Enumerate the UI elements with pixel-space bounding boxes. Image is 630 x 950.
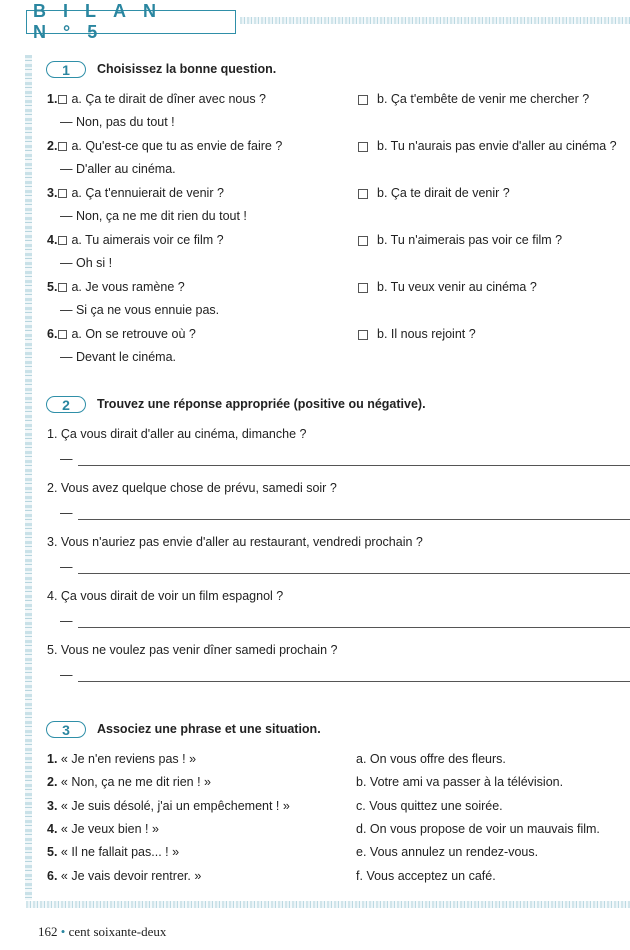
question-text: 3. Vous n'auriez pas envie d'aller au restaurant, vendredi prochain ? bbox=[47, 535, 423, 549]
answer-dash: — bbox=[60, 506, 73, 520]
phrase-number: 4. bbox=[47, 821, 58, 836]
option-a-checkbox[interactable] bbox=[58, 236, 67, 245]
question-text: 1. Ça vous dirait d'aller au cinéma, dimanche ? bbox=[47, 427, 307, 441]
answer-text: — Devant le cinéma. bbox=[60, 350, 177, 364]
situation-letter: c. bbox=[356, 798, 366, 813]
phrase-text: « Je veux bien ! » bbox=[60, 821, 159, 836]
page-title: BILAN N°5 bbox=[26, 10, 236, 34]
question-number: 4. bbox=[47, 233, 58, 247]
option-a-text: a. Ça t'ennuierait de venir ? bbox=[71, 186, 224, 200]
question-text: 5. Vous ne voulez pas venir dîner samedi prochain ? bbox=[47, 643, 338, 657]
question-row bbox=[47, 186, 224, 200]
question-text: 4. Ça vous dirait de voir un film espagnol ? bbox=[47, 589, 284, 603]
situation-item bbox=[356, 799, 503, 813]
answer-line[interactable] bbox=[78, 519, 630, 520]
phrase-text: « Je suis désolé, j'ai un empêchement ! » bbox=[60, 798, 290, 813]
section-3-title: Associez une phrase et une situation. bbox=[97, 722, 321, 736]
page-number-words: cent soixante-deux bbox=[68, 924, 167, 939]
situation-letter: e. bbox=[356, 845, 367, 860]
answer-line[interactable] bbox=[78, 681, 630, 682]
phrase-item bbox=[47, 845, 179, 859]
option-a-text: a. Ça te dirait de dîner avec nous ? bbox=[71, 92, 266, 106]
option-a-checkbox[interactable] bbox=[58, 283, 67, 292]
option-b-text: b. Tu n'aimerais pas voir ce film ? bbox=[377, 233, 563, 247]
situation-letter: f. bbox=[356, 868, 363, 883]
option-a-checkbox[interactable] bbox=[58, 95, 67, 104]
option-a-checkbox[interactable] bbox=[58, 330, 67, 339]
option-b-checkbox[interactable] bbox=[358, 283, 368, 293]
phrase-text: « Non, ça ne me dit rien ! » bbox=[60, 775, 212, 790]
section-1-title: Choisissez la bonne question. bbox=[97, 62, 277, 76]
option-b-text: b. Il nous rejoint ? bbox=[377, 327, 476, 341]
answer-text: — Si ça ne vous ennuie pas. bbox=[60, 303, 220, 317]
answer-text: — Non, pas du tout ! bbox=[60, 115, 175, 129]
page-number: 162 bbox=[38, 924, 58, 939]
situation-letter: a. bbox=[356, 752, 367, 766]
phrase-number: 3. bbox=[47, 798, 58, 813]
option-b-text: b. Tu veux venir au cinéma ? bbox=[377, 280, 537, 294]
answer-dash: — bbox=[60, 560, 73, 574]
answer-dash: — bbox=[60, 452, 73, 466]
answer-dash: — bbox=[60, 614, 73, 628]
answer-text: — D'aller au cinéma. bbox=[60, 162, 176, 176]
question-number: 5. bbox=[47, 280, 58, 294]
question-text: 2. Vous avez quelque chose de prévu, samedi soir ? bbox=[47, 481, 337, 495]
question-row bbox=[47, 92, 266, 106]
option-b-checkbox[interactable] bbox=[358, 330, 368, 340]
question-row bbox=[47, 327, 196, 341]
section-2-title: Trouvez une réponse appropriée (positive ou négative). bbox=[97, 397, 426, 411]
question-number: 2. bbox=[47, 139, 58, 153]
situation-letter: b. bbox=[356, 775, 367, 790]
phrase-number: 1. bbox=[47, 752, 58, 766]
phrase-number: 5. bbox=[47, 845, 58, 860]
question-number: 6. bbox=[47, 327, 58, 341]
option-a-checkbox[interactable] bbox=[58, 142, 67, 151]
option-b-checkbox[interactable] bbox=[358, 95, 368, 105]
option-a-text: a. Qu'est-ce que tu as envie de faire ? bbox=[71, 139, 283, 153]
phrase-text: « Je vais devoir rentrer. » bbox=[60, 868, 202, 883]
answer-line[interactable] bbox=[78, 465, 630, 466]
phrase-item bbox=[47, 869, 201, 883]
phrase-text: « Il ne fallait pas... ! » bbox=[60, 845, 180, 860]
question-row bbox=[47, 139, 282, 153]
phrase-item bbox=[47, 799, 290, 813]
option-b-checkbox[interactable] bbox=[358, 189, 368, 199]
option-a-text: a. Je vous ramène ? bbox=[71, 280, 185, 294]
situation-letter: d. bbox=[356, 821, 367, 836]
left-margin-stripe bbox=[25, 55, 32, 900]
answer-text: — Non, ça ne me dit rien du tout ! bbox=[60, 209, 247, 223]
section-3-badge: 3 bbox=[46, 721, 86, 738]
situation-text: On vous propose de voir un mauvais film. bbox=[369, 821, 600, 836]
option-b-checkbox[interactable] bbox=[358, 142, 368, 152]
phrase-number: 2. bbox=[47, 775, 58, 790]
situation-item bbox=[356, 752, 506, 766]
situation-text: Vous annulez un rendez-vous. bbox=[369, 845, 539, 860]
phrase-item bbox=[47, 752, 196, 766]
situation-item bbox=[356, 869, 496, 883]
situation-item bbox=[356, 775, 563, 789]
phrase-item bbox=[47, 775, 211, 789]
phrase-number: 6. bbox=[47, 868, 58, 883]
situation-item bbox=[356, 845, 538, 859]
question-number: 1. bbox=[47, 92, 58, 106]
answer-dash: — bbox=[60, 668, 73, 682]
answer-line[interactable] bbox=[78, 627, 630, 628]
option-b-text: b. Ça te dirait de venir ? bbox=[377, 186, 510, 200]
footer-rule bbox=[26, 901, 630, 908]
answer-text: — Oh si ! bbox=[60, 256, 113, 270]
option-a-text: a. Tu aimerais voir ce film ? bbox=[71, 233, 224, 247]
situation-text: Vous quittez une soirée. bbox=[369, 798, 503, 813]
question-row bbox=[47, 233, 224, 247]
situation-text: Vous acceptez un café. bbox=[366, 868, 496, 883]
question-row bbox=[47, 280, 185, 294]
bullet: • bbox=[60, 924, 66, 939]
section-2-badge: 2 bbox=[46, 396, 86, 413]
page-footer bbox=[38, 924, 166, 940]
answer-line[interactable] bbox=[78, 573, 630, 574]
phrase-text: « Je n'en reviens pas ! » bbox=[60, 752, 197, 766]
situation-item bbox=[356, 822, 600, 836]
header-rule bbox=[240, 17, 630, 24]
option-b-text: b. Tu n'aurais pas envie d'aller au cinéma ? bbox=[377, 139, 617, 153]
option-a-checkbox[interactable] bbox=[58, 189, 67, 198]
question-number: 3. bbox=[47, 186, 58, 200]
option-b-text: b. Ça t'embête de venir me chercher ? bbox=[377, 92, 590, 106]
situation-text: On vous offre des fleurs. bbox=[369, 752, 506, 766]
option-a-text: a. On se retrouve où ? bbox=[71, 327, 196, 341]
situation-text: Votre ami va passer à la télévision. bbox=[369, 775, 564, 790]
section-1-badge: 1 bbox=[46, 61, 86, 78]
option-b-checkbox[interactable] bbox=[358, 236, 368, 246]
phrase-item bbox=[47, 822, 159, 836]
